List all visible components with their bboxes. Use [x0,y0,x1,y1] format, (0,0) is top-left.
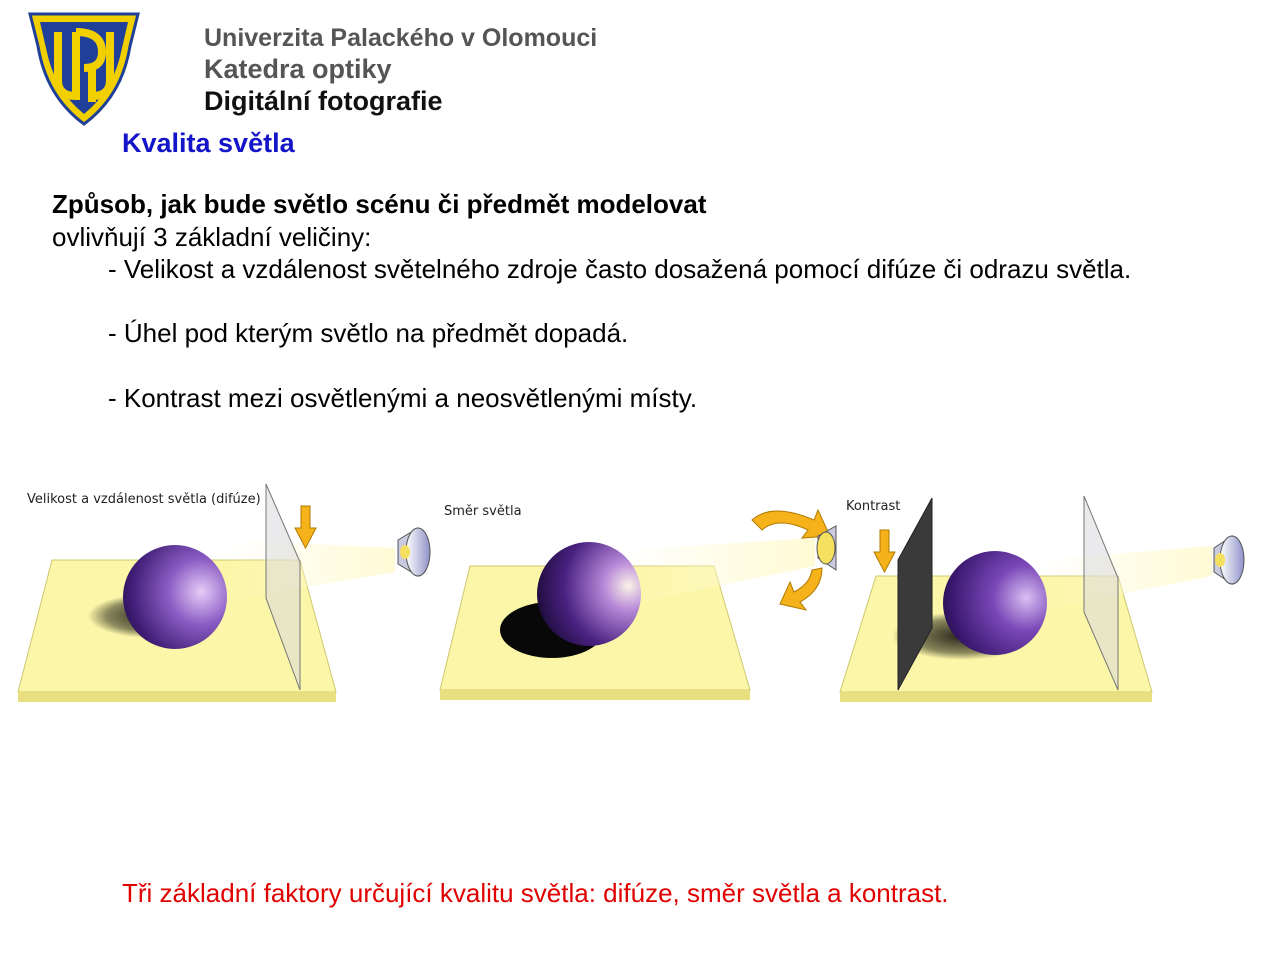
bullet-item: - Velikost a vzdálenost světelného zdroje často dosažená pomocí difúze či odrazu světla. [108,254,1132,284]
bullet-item: - Kontrast mezi osvětlenými a neosvětlenými místy. [108,383,698,413]
university-logo [26,10,142,128]
light-source-icon [398,528,430,576]
summary-footer: Tři základní faktory určující kvalitu světla: difúze, směr světla a kontrast. [122,878,949,908]
slide-subtitle: Kvalita světla [122,128,295,158]
figure-label: Velikost a vzdálenost světla (difúze) [27,492,261,507]
figure-label: Směr světla [444,504,522,519]
light-source-icon [1214,536,1244,584]
figure-diffusion [18,484,430,702]
lighting-illustrations [0,470,1280,720]
figure-contrast [840,496,1244,702]
bullet-item: - Úhel pod kterým světlo na předmět dopadá. [108,318,629,348]
figure-label: Kontrast [846,499,901,514]
university-name: Univerzita Palackého v Olomouci [204,24,598,52]
figure-direction [440,504,836,700]
course-name: Digitální fotografie [204,86,443,116]
department-name: Katedra optiky [204,54,392,84]
intro-line-2: ovlivňují 3 základní veličiny: [52,222,372,252]
intro-line-1: Způsob, jak bude světlo scénu či předmět modelovat [52,189,707,219]
